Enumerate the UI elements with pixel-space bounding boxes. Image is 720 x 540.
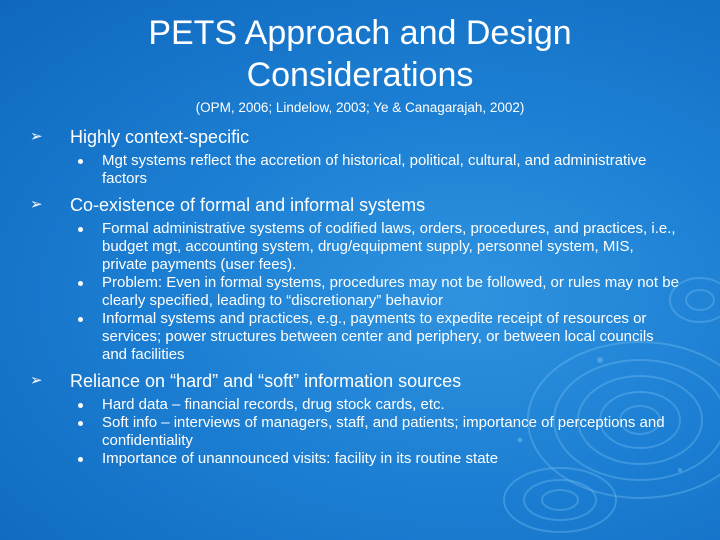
sub-bullet-item: [30, 450, 680, 468]
sub-bullet-text: Importance of unannounced visits: facility in its routine state: [102, 450, 499, 467]
sub-bullet-list: [30, 220, 680, 364]
sub-bullet-item: [30, 152, 680, 188]
sub-bullet-item: [30, 396, 680, 414]
slide-title-line-2: Considerations: [246, 56, 474, 94]
bullet-heading: Highly context-specific: [70, 127, 250, 147]
sub-bullet-item: [30, 414, 680, 450]
sub-bullet-text: Soft info – interviews of managers, staff, and patients; importance of perceptions and confidentiality: [102, 414, 665, 449]
dot-bullet-icon: [78, 421, 83, 426]
dot-bullet-icon: [78, 403, 83, 408]
arrow-bullet-icon: ➢: [30, 372, 43, 389]
sub-bullet-text: Informal systems and practices, e.g., payments to expedite receipt of resources or services; power structures between center and periphery, or between local councils and facilities: [102, 310, 654, 363]
dot-bullet-icon: [78, 227, 83, 232]
sub-bullet-item: [30, 310, 680, 364]
dot-bullet-icon: [78, 457, 83, 462]
sub-bullet-text: Problem: Even in formal systems, procedures may not be followed, or rules may not be clearly specified, leading to “discretionary” behavior: [102, 274, 679, 309]
sub-bullet-list: [30, 152, 680, 188]
bullet-heading: Reliance on “hard” and “soft” information sources: [70, 371, 462, 391]
dot-bullet-icon: [78, 159, 83, 164]
arrow-bullet-icon: ➢: [30, 128, 43, 145]
sub-bullet-item: [30, 220, 680, 274]
sub-bullet-text: Mgt systems reflect the accretion of historical, political, cultural, and administrative factors: [102, 152, 647, 187]
slide-title: [60, 12, 660, 96]
sub-bullet-item: [30, 274, 680, 310]
sub-bullet-text: Hard data – financial records, drug stock cards, etc.: [102, 396, 445, 413]
bullet-heading: Co-existence of formal and informal systems: [70, 195, 426, 215]
bullet-information-sources: [30, 370, 680, 392]
dot-bullet-icon: [78, 281, 83, 286]
dot-bullet-icon: [78, 317, 83, 322]
slide-title-line-1: PETS Approach and Design: [148, 14, 572, 52]
bullet-formal-informal: [30, 194, 680, 216]
slide-subtitle: (OPM, 2006; Lindelow, 2003; Ye & Canagarajah, 2002): [195, 100, 525, 115]
sub-bullet-text: Formal administrative systems of codified laws, orders, procedures, and practices, i.e., budget mgt, accounting system, drug/equipment supply, personnel system, MIS, private payments (user fees).: [102, 220, 676, 273]
arrow-bullet-icon: ➢: [30, 196, 43, 213]
slide-body: [30, 124, 680, 474]
bullet-context-specific: [30, 126, 680, 148]
sub-bullet-list: [30, 396, 680, 468]
